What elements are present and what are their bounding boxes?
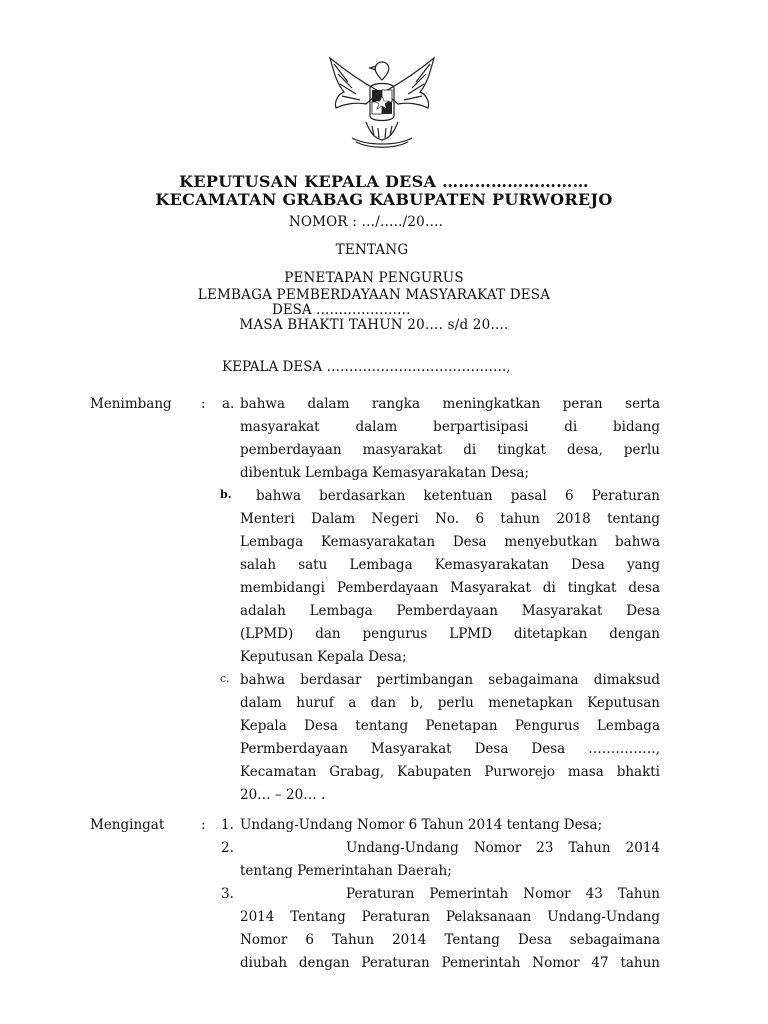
menimbang-b-line-1: bahwa berdasarkan ketentuan pasal 6 Peraturan: [256, 488, 660, 504]
menimbang-c-line-1: bahwa berdasar pertimbangan sebagaimana dimaksud: [240, 672, 660, 688]
mengingat-3-line-3: Nomor 6 Tahun 2014 Tentang Desa sebagaimana: [240, 932, 660, 948]
menimbang-a-line-3: pemberdayaan masyarakat di tingkat desa, perlu: [240, 442, 660, 458]
garuda-emblem-icon: [322, 52, 442, 152]
decree-title-line-1: KEPUTUSAN KEPALA DESA ………………………: [179, 172, 589, 191]
menimbang-b-line-5: membidangi Pemberdayaan Masyarakat di tingkat desa: [240, 580, 660, 596]
menimbang-a-line-4: dibentuk Lembaga Kemasyarakatan Desa;: [240, 465, 529, 481]
mengingat-3-line-1: Peraturan Pemerintah Nomor 43 Tahun: [346, 886, 660, 902]
menimbang-a-line-1: bahwa dalam rangka meningkatkan peran serta: [240, 396, 660, 412]
menimbang-c-line-5: Kecamatan Grabag, Kabupaten Purworejo masa bhakti: [240, 764, 660, 780]
menimbang-marker-b: b.: [220, 488, 232, 501]
menimbang-a-line-2: masyarakat dalam berpartisipasi di bidang: [240, 419, 660, 435]
mengingat-marker-2: 2.: [221, 840, 234, 856]
subject-line-2: LEMBAGA PEMBERDAYAAN MASYARAKAT DESA: [197, 287, 551, 303]
mengingat-1-line-1: Undang-Undang Nomor 6 Tahun 2014 tentang Desa;: [240, 817, 603, 833]
menimbang-b-line-4: salah satu Lembaga Kemasyarakatan Desa yang: [240, 557, 660, 573]
menimbang-label: Menimbang: [90, 396, 172, 412]
menimbang-colon: :: [201, 396, 206, 412]
menimbang-b-line-6: adalah Lembaga Pemberdayaan Masyarakat Desa: [240, 603, 660, 619]
mengingat-3-line-2: 2014 Tentang Peraturan Pelaksanaan Undang-Undang: [240, 909, 660, 925]
menimbang-c-line-6: 20… – 20… .: [240, 787, 326, 803]
subject-line-3: DESA …………………: [272, 302, 411, 318]
tentang-label: TENTANG: [335, 242, 409, 258]
mengingat-2-line-1: Undang-Undang Nomor 23 Tahun 2014: [346, 840, 660, 856]
subject-line-1: PENETAPAN PENGURUS: [284, 270, 464, 286]
mengingat-3-line-4: diubah dengan Peraturan Pemerintah Nomor 47 tahun: [240, 955, 660, 971]
menimbang-c-line-2: dalam huruf a dan b, perlu menetapkan Keputusan: [240, 695, 660, 711]
kepala-desa-heading: KEPALA DESA ………………………………….,: [222, 359, 511, 375]
mengingat-marker-3: 3.: [221, 886, 234, 902]
mengingat-2-line-2: tentang Pemerintahan Daerah;: [240, 863, 452, 879]
mengingat-label: Mengingat: [90, 817, 165, 833]
decree-title-line-2: KECAMATAN GRABAG KABUPATEN PURWOREJO: [155, 190, 613, 209]
menimbang-marker-a: a.: [222, 396, 235, 412]
menimbang-b-line-7: (LPMD) dan pengurus LPMD ditetapkan dengan: [240, 626, 660, 642]
menimbang-c-line-4: Permberdayaan Masyarakat Desa Desa ……………,: [240, 741, 660, 757]
menimbang-b-line-8: Keputusan Kepala Desa;: [240, 649, 407, 665]
mengingat-colon: :: [201, 817, 206, 833]
subject-line-4: MASA BHAKTI TAHUN 20…. s/d 20….: [239, 317, 509, 333]
menimbang-b-line-2: Menteri Dalam Negeri No. 6 tahun 2018 tentang: [240, 511, 660, 527]
mengingat-marker-1: 1.: [221, 817, 234, 833]
decree-number: NOMOR : …/…../20….: [288, 214, 444, 230]
menimbang-marker-c: c.: [220, 672, 230, 685]
menimbang-b-line-3: Lembaga Kemasyarakatan Desa menyebutkan bahwa: [240, 534, 660, 550]
menimbang-c-line-3: Kepala Desa tentang Penetapan Pengurus Lembaga: [240, 718, 660, 734]
